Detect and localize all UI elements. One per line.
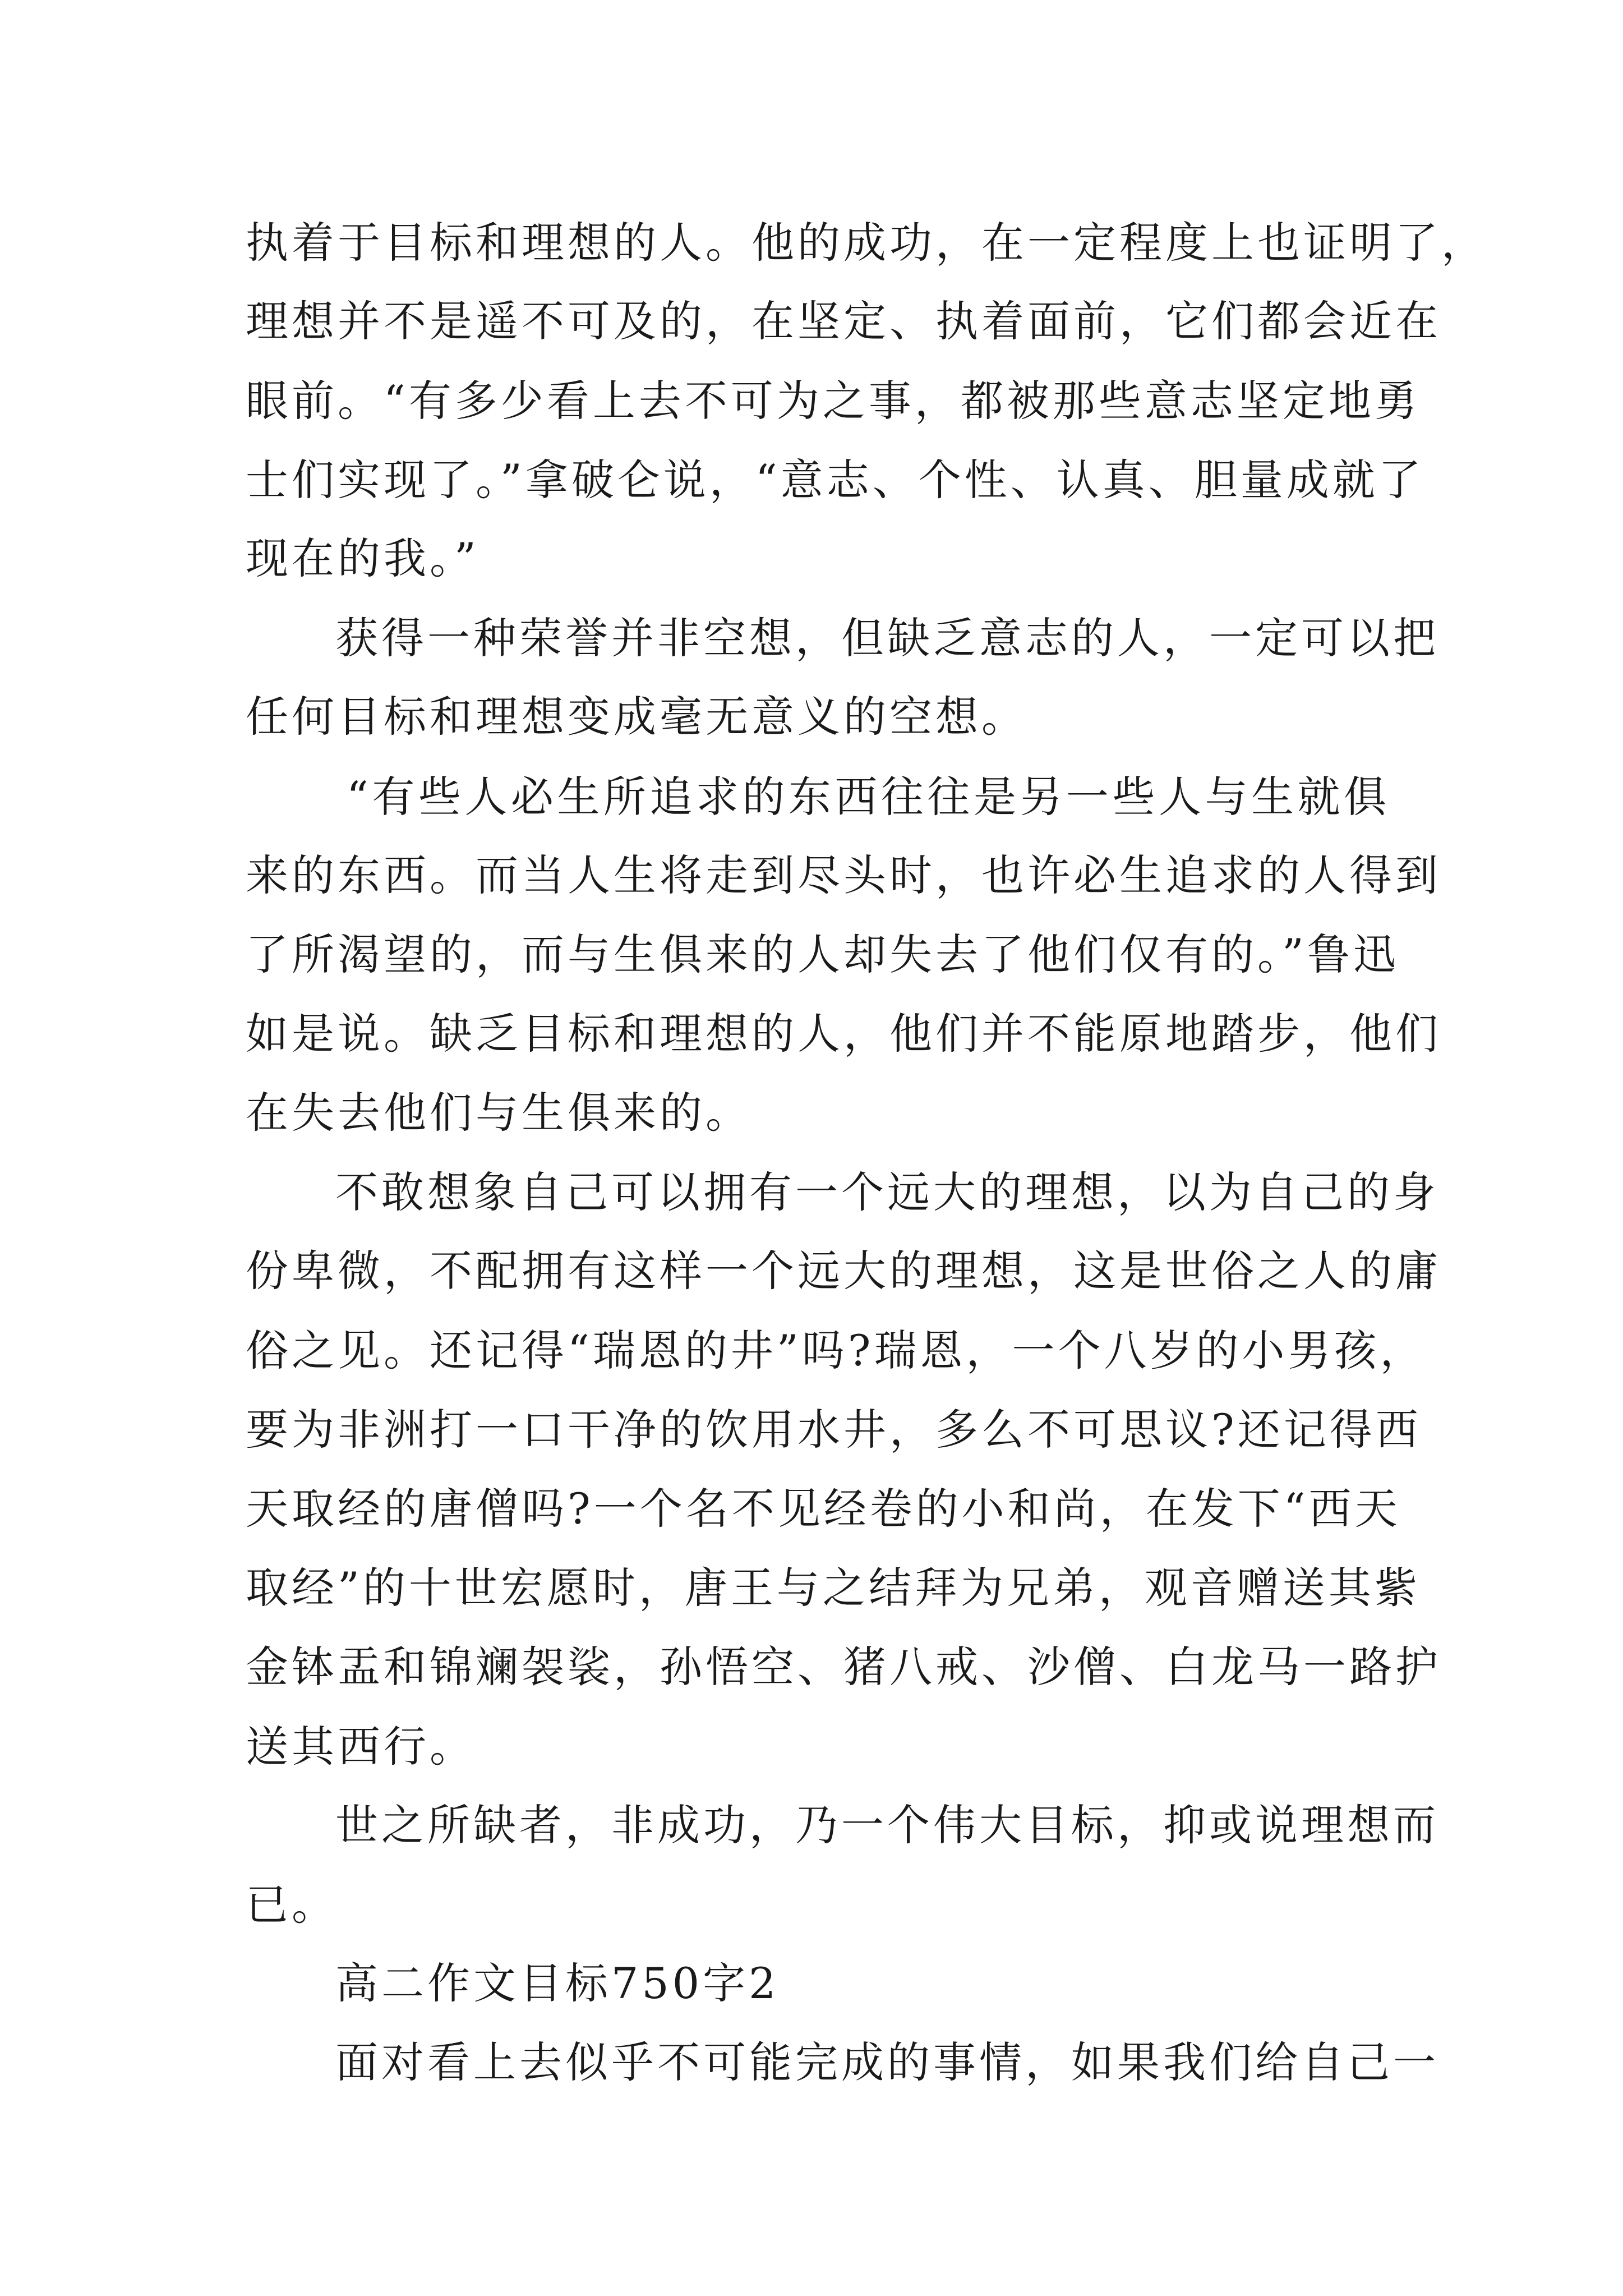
- text-line: 面对看上去似乎不可能完成的事情，如果我们给自己一: [335, 2037, 1439, 2087]
- text-line: 世之所缺者，非成功，乃一个伟大目标，抑或说理想而: [335, 1800, 1439, 1850]
- text-line: 获得一种荣誉并非空想，但缺乏意志的人，一定可以把: [335, 613, 1439, 663]
- text-line: 天取经的唐僧吗?一个名不见经卷的小和尚，在发下“西天: [246, 1484, 1401, 1534]
- text-line: 俗之见。还记得“瑞恩的井”吗?瑞恩，一个八岁的小男孩，: [246, 1326, 1426, 1375]
- text-line: 送其西行。: [246, 1722, 476, 1772]
- text-line: 了所渴望的，而与生俱来的人却失去了他们仅有的。”鲁迅: [246, 930, 1399, 979]
- text-line: 任何目标和理想变成毫无意义的空想。: [246, 692, 1027, 742]
- text-line: 执着于目标和理想的人。他的成功，在一定程度上也证明了，: [246, 218, 1487, 268]
- text-line: 来的东西。而当人生将走到尽头时，也许必生追求的人得到: [246, 850, 1441, 900]
- text-line: 不敢想象自己可以拥有一个远大的理想，以为自己的身: [335, 1167, 1439, 1217]
- text-line: 取经”的十世宏愿时，唐王与之结拜为兄弟，观音赠送其紫: [246, 1563, 1421, 1613]
- text-line: 金钵盂和锦斓袈裟，孙悟空、猪八戒、沙僧、白龙马一路护: [246, 1642, 1441, 1692]
- text-line: 理想并不是遥不可及的，在坚定、执着面前，它们都会近在: [246, 296, 1441, 346]
- text-line: 现在的我。”: [246, 533, 479, 583]
- text-line: 在失去他们与生俱来的。: [246, 1088, 751, 1138]
- section-heading: 高二作文目标750字2: [335, 1958, 780, 2008]
- text-line: “有些人必生所追求的东西往往是另一些人与生就俱: [347, 772, 1390, 822]
- text-line: 眼前。“有多少看上去不可为之事，都被那些意志坚定地勇: [246, 376, 1421, 426]
- text-line: 如是说。缺乏目标和理想的人，他们并不能原地踏步，他们: [246, 1009, 1441, 1059]
- text-line: 要为非洲打一口干净的饮用水井，多么不可思议?还记得西: [246, 1405, 1422, 1455]
- text-line: 已。: [246, 1880, 338, 1930]
- text-line: 份卑微，不配拥有这样一个远大的理想，这是世俗之人的庸: [246, 1246, 1441, 1296]
- text-line: 士们实现了。”拿破仑说，“意志、个性、认真、胆量成就了: [246, 455, 1424, 505]
